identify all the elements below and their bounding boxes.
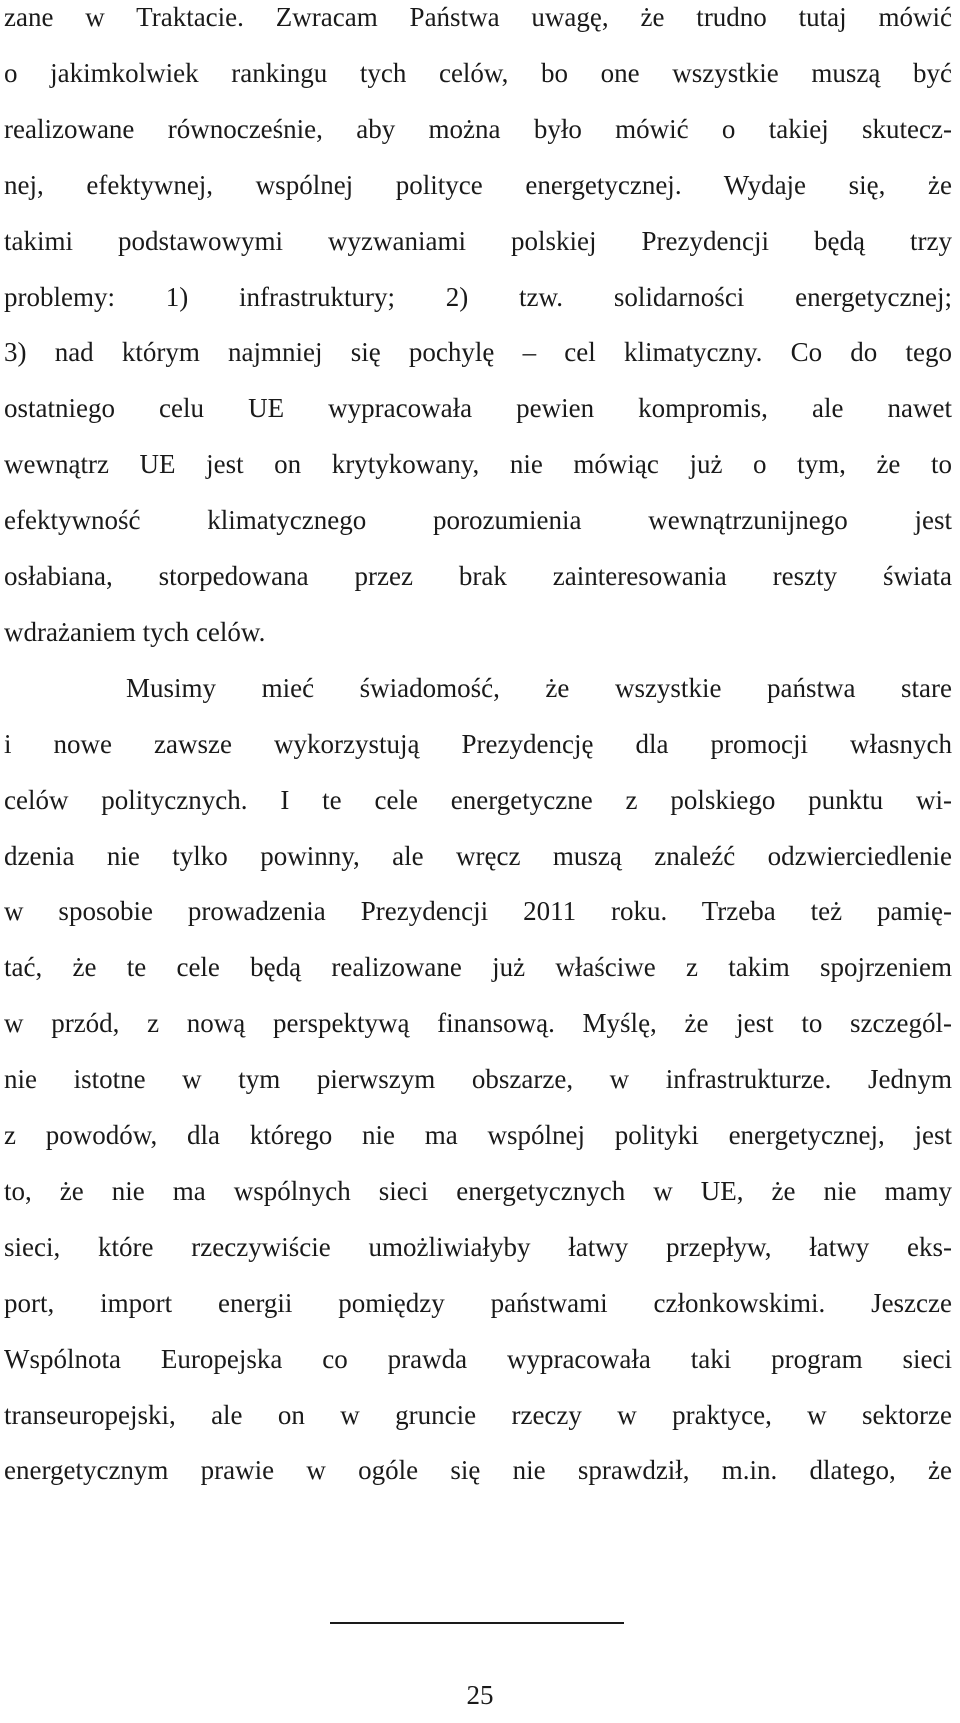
text-line: transeuropejski, ale on w gruncie rzeczy w praktyce, w sektorze bbox=[4, 1399, 952, 1430]
text-line: sieci, które rzeczywiście umożliwiałyby łatwy przepływ, łatwy eks- bbox=[4, 1231, 952, 1262]
page-number: 25 bbox=[466, 1680, 494, 1710]
text-line: dzenia nie tylko powinny, ale wręcz muszą znaleźć odzwierciedlenie bbox=[4, 840, 952, 871]
text-line: Musimy mieć świadomość, że wszystkie państwa stare bbox=[126, 672, 952, 703]
text-line: celów politycznych. I te cele energetyczne z polskiego punktu wi- bbox=[4, 784, 952, 815]
text-line: w przód, z nową perspektywą finansową. Myślę, że jest to szczegól- bbox=[4, 1008, 952, 1039]
text-line: nie istotne w tym pierwszym obszarze, w infrastrukturze. Jednym bbox=[4, 1064, 952, 1095]
text-line: w sposobie prowadzenia Prezydencji 2011 roku. Trzeba też pamię- bbox=[4, 896, 952, 927]
text-line: z powodów, dla którego nie ma wspólnej polityki energetycznej, jest bbox=[4, 1120, 952, 1150]
text-line: energetycznym prawie w ogóle się nie sprawdził, m.in. dlatego, że bbox=[4, 1455, 952, 1486]
text-line: osłabiana, storpedowana przez brak zainteresowania reszty świata bbox=[4, 561, 952, 591]
text-line: takimi podstawowymi wyzwaniami polskiej Prezydencji będą trzy bbox=[4, 225, 952, 256]
text-line: efektywność klimatycznego porozumienia wewnątrzunijnego jest bbox=[4, 505, 952, 536]
text-line: problemy: 1) infrastruktury; 2) tzw. solidarności energetycznej; bbox=[4, 281, 952, 312]
text-line: to, że nie ma wspólnych sieci energetycznych w UE, że nie mamy bbox=[4, 1175, 952, 1206]
text-line: port, import energii pomiędzy państwami członkowskimi. Jeszcze bbox=[4, 1287, 952, 1318]
text-line: o jakimkolwiek rankingu tych celów, bo one wszystkie muszą być bbox=[4, 57, 952, 88]
text-line: i nowe zawsze wykorzystują Prezydencję dla promocji własnych bbox=[4, 728, 952, 759]
footnote-rule bbox=[330, 1622, 624, 1624]
text-line: realizowane równocześnie, aby można było mówić o takiej skutecz- bbox=[4, 113, 952, 144]
text-line: ostatniego celu UE wypracowała pewien kompromis, ale nawet bbox=[4, 393, 952, 424]
text-line: zane w Traktacie. Zwracam Państwa uwagę, że trudno tutaj mówić bbox=[4, 2, 952, 32]
text-line: tać, że te cele będą realizowane już właściwe z takim spojrzeniem bbox=[4, 952, 952, 983]
text-line: Wspólnota Europejska co prawda wypracowała taki program sieci bbox=[4, 1343, 952, 1374]
text-line: wdrażaniem tych celów. bbox=[4, 616, 266, 647]
text-line: nej, efektywnej, wspólnej polityce energetycznej. Wydaje się, że bbox=[4, 169, 952, 200]
text-line: wewnątrz UE jest on krytykowany, nie mówiąc już o tym, że to bbox=[4, 449, 952, 480]
text-line: 3) nad którym najmniej się pochylę – cel klimatyczny. Co do tego bbox=[4, 337, 952, 368]
